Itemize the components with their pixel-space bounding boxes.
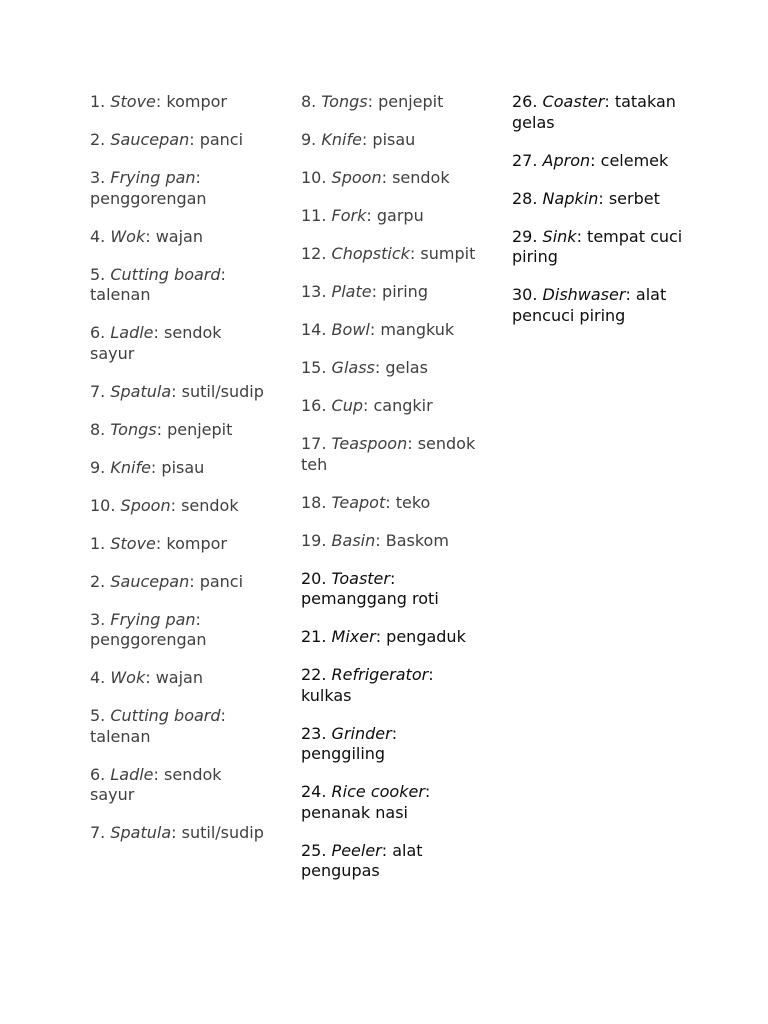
indonesian-meaning: sendok teh <box>301 434 476 474</box>
english-term: Fork <box>331 206 367 225</box>
entry-number: 1. <box>90 533 106 553</box>
vocabulary-entry: 5. Cutting board: talenan <box>90 264 226 304</box>
indonesian-meaning: cangkir <box>373 396 433 415</box>
vocabulary-entry: 3. Frying pan: penggorengan <box>90 168 207 208</box>
indonesian-meaning: penjepit <box>378 92 444 111</box>
english-term: Apron <box>542 150 591 170</box>
indonesian-meaning: celemek <box>600 150 669 170</box>
vocabulary-column-3 <box>512 92 697 344</box>
entry-number: 4. <box>90 668 106 687</box>
english-term: Knife <box>321 130 362 149</box>
indonesian-meaning: kompor <box>166 92 227 111</box>
vocabulary-entry: 13. Plate: piring <box>301 282 428 301</box>
indonesian-meaning: serbet <box>608 188 660 208</box>
vocabulary-entry: 1. Stove: kompor <box>90 533 227 553</box>
indonesian-meaning: talenan <box>90 285 151 304</box>
entry-number: 2. <box>90 130 106 149</box>
vocabulary-entry: 7. Spatula: sutil/sudip <box>90 381 264 401</box>
vocabulary-entry: 3. Frying pan: penggorengan <box>90 609 207 649</box>
english-term: Plate <box>331 282 372 301</box>
entry-number: 11. <box>301 206 327 225</box>
vocabulary-entry: 8. Tongs: penjepit <box>90 419 233 439</box>
vocabulary-entry: 24. Rice cooker: penanak nasi <box>301 782 431 822</box>
english-term: Sink <box>542 226 577 246</box>
english-term: Spoon <box>331 168 382 187</box>
indonesian-meaning: panci <box>199 571 244 591</box>
vocabulary-entry: 21. Mixer: pengaduk <box>301 627 466 646</box>
entry-number: 9. <box>90 457 106 477</box>
english-term: Basin <box>331 530 376 550</box>
english-term: Knife <box>110 457 151 477</box>
indonesian-meaning: pisau <box>161 457 205 477</box>
vocabulary-entry: 30. Dishwaser: alat pencuci piring <box>512 285 667 325</box>
vocabulary-entry: 23. Grinder: penggiling <box>301 723 398 763</box>
english-term: Tongs <box>110 419 157 439</box>
vocabulary-entry: 17. Teaspoon: sendok teh <box>301 434 476 474</box>
entry-number: 5. <box>90 706 106 725</box>
vocabulary-entry: 8. Tongs: penjepit <box>301 92 444 111</box>
indonesian-meaning: piring <box>382 282 428 301</box>
english-term: Rice cooker <box>331 782 425 801</box>
english-term: Frying pan <box>110 168 196 187</box>
entry-number: 12. <box>301 244 327 263</box>
entry-number: 3. <box>90 168 106 187</box>
entry-number: 6. <box>90 323 106 342</box>
english-term: Spatula <box>110 381 172 401</box>
vocabulary-entry: 6. Ladle: sendok sayur <box>90 764 222 804</box>
english-term: Stove <box>110 533 156 553</box>
english-term: Saucepan <box>110 130 190 149</box>
entry-number: 21. <box>301 627 327 646</box>
entry-number: 25. <box>301 840 327 860</box>
vocabulary-entry: 16. Cup: cangkir <box>301 396 433 415</box>
vocabulary-entry: 7. Spatula: sutil/sudip <box>90 823 264 842</box>
entry-number: 20. <box>301 568 327 588</box>
entry-number: 15. <box>301 358 327 377</box>
vocabulary-column-1 <box>90 92 270 861</box>
entry-number: 30. <box>512 285 538 304</box>
english-term: Dishwaser <box>542 285 626 304</box>
entry-number: 9. <box>301 130 317 149</box>
vocabulary-entry: 2. Saucepan: panci <box>90 130 244 149</box>
entry-number: 28. <box>512 188 538 208</box>
entry-number: 23. <box>301 723 327 743</box>
vocabulary-entry: 14. Bowl: mangkuk <box>301 320 455 339</box>
indonesian-meaning: kompor <box>166 533 227 553</box>
indonesian-meaning: sutil/sudip <box>181 381 264 401</box>
indonesian-meaning: mangkuk <box>380 320 455 339</box>
entry-number: 19. <box>301 530 327 550</box>
vocabulary-entry: 10. Spoon: sendok <box>90 495 239 515</box>
vocabulary-entry: 9. Knife: pisau <box>301 130 416 149</box>
english-term: Spoon <box>120 495 171 515</box>
indonesian-meaning: panci <box>199 130 244 149</box>
indonesian-meaning: sutil/sudip <box>181 823 264 842</box>
indonesian-meaning: pisau <box>372 130 416 149</box>
entry-number: 18. <box>301 492 327 512</box>
vocabulary-entry: 4. Wok: wajan <box>90 226 203 246</box>
indonesian-meaning: garpu <box>376 206 424 225</box>
indonesian-meaning: penggorengan <box>90 630 207 649</box>
english-term: Saucepan <box>110 571 190 591</box>
entry-number: 16. <box>301 396 327 415</box>
indonesian-meaning: talenan <box>90 726 151 746</box>
indonesian-meaning: sendok <box>392 168 450 187</box>
english-term: Teaspoon <box>331 434 408 453</box>
english-term: Tongs <box>321 92 368 111</box>
english-term: Bowl <box>331 320 370 339</box>
entry-number: 2. <box>90 571 106 591</box>
indonesian-meaning: kulkas <box>301 685 352 705</box>
indonesian-meaning: sendok <box>181 495 239 515</box>
english-term: Glass <box>331 358 375 377</box>
indonesian-meaning: penjepit <box>167 419 233 439</box>
vocabulary-entry: 25. Peeler: alat pengupas <box>301 840 423 880</box>
english-term: Wok <box>110 226 146 246</box>
indonesian-meaning: penggorengan <box>90 188 207 208</box>
english-term: Grinder <box>331 723 392 743</box>
vocabulary-entry: 2. Saucepan: panci <box>90 571 244 591</box>
indonesian-meaning: alat pencuci piring <box>512 285 667 325</box>
english-term: Toaster <box>331 568 390 588</box>
english-term: Napkin <box>542 188 599 208</box>
vocabulary-entry: 1. Stove: kompor <box>90 92 227 111</box>
vocabulary-entry: 19. Basin: Baskom <box>301 530 449 550</box>
entry-number: 29. <box>512 226 538 246</box>
vocabulary-entry: 6. Ladle: sendok sayur <box>90 323 222 363</box>
english-term: Chopstick <box>331 244 410 263</box>
indonesian-meaning: pengaduk <box>386 627 466 646</box>
vocabulary-column-2 <box>301 92 486 899</box>
vocabulary-entry: 26. Coaster: tatakan gelas <box>512 92 676 132</box>
indonesian-meaning: penggiling <box>301 744 386 763</box>
english-term: Wok <box>110 668 146 687</box>
entry-number: 10. <box>90 495 116 515</box>
entry-number: 10. <box>301 168 327 187</box>
english-term: Cup <box>331 396 364 415</box>
vocabulary-entry: 11. Fork: garpu <box>301 206 424 225</box>
english-term: Frying pan <box>110 609 196 629</box>
vocabulary-entry: 27. Apron: celemek <box>512 150 669 170</box>
indonesian-meaning: gelas <box>385 358 428 377</box>
entry-number: 7. <box>90 823 106 842</box>
indonesian-meaning: tempat cuci piring <box>512 226 683 266</box>
entry-number: 24. <box>301 782 327 801</box>
entry-number: 26. <box>512 92 538 111</box>
english-term: Stove <box>110 92 156 111</box>
english-term: Mixer <box>331 627 376 646</box>
entry-number: 14. <box>301 320 327 339</box>
entry-number: 5. <box>90 264 106 284</box>
english-term: Cutting board <box>110 264 221 284</box>
vocabulary-entry: 20. Toaster: pemanggang roti <box>301 568 439 608</box>
vocabulary-entry: 10. Spoon: sendok <box>301 168 450 187</box>
indonesian-meaning: penanak nasi <box>301 802 408 822</box>
entry-number: 8. <box>301 92 317 111</box>
entry-number: 17. <box>301 434 327 453</box>
vocabulary-entry: 9. Knife: pisau <box>90 457 205 477</box>
english-term: Cutting board <box>110 706 221 725</box>
indonesian-meaning: sendok sayur <box>90 323 222 363</box>
entry-number: 3. <box>90 609 106 629</box>
vocabulary-entry: 12. Chopstick: sumpit <box>301 244 476 263</box>
indonesian-meaning: tatakan gelas <box>512 92 676 132</box>
indonesian-meaning: alat pengupas <box>301 840 423 880</box>
indonesian-meaning: Baskom <box>385 530 449 550</box>
english-term: Teapot <box>331 492 386 512</box>
entry-number: 6. <box>90 764 106 784</box>
english-term: Coaster <box>542 92 605 111</box>
indonesian-meaning: pemanggang roti <box>301 589 439 608</box>
entry-number: 27. <box>512 150 538 170</box>
indonesian-meaning: wajan <box>155 668 203 687</box>
entry-number: 8. <box>90 419 106 439</box>
english-term: Refrigerator <box>331 665 429 684</box>
indonesian-meaning: sendok sayur <box>90 764 222 804</box>
english-term: Ladle <box>110 323 154 342</box>
vocabulary-entry: 18. Teapot: teko <box>301 492 431 512</box>
entry-number: 22. <box>301 665 327 684</box>
english-term: Peeler <box>331 840 382 860</box>
indonesian-meaning: teko <box>395 492 431 512</box>
indonesian-meaning: sumpit <box>420 244 476 263</box>
english-term: Spatula <box>110 823 172 842</box>
entry-number: 4. <box>90 226 106 246</box>
indonesian-meaning: wajan <box>155 226 203 246</box>
vocabulary-entry: 28. Napkin: serbet <box>512 188 660 208</box>
entry-number: 1. <box>90 92 106 111</box>
vocabulary-entry: 29. Sink: tempat cuci piring <box>512 226 683 266</box>
vocabulary-entry: 22. Refrigerator: kulkas <box>301 665 434 705</box>
entry-number: 13. <box>301 282 327 301</box>
vocabulary-entry: 15. Glass: gelas <box>301 358 428 377</box>
vocabulary-entry: 4. Wok: wajan <box>90 668 203 687</box>
vocabulary-entry: 5. Cutting board: talenan <box>90 706 226 746</box>
english-term: Ladle <box>110 764 154 784</box>
entry-number: 7. <box>90 381 106 401</box>
